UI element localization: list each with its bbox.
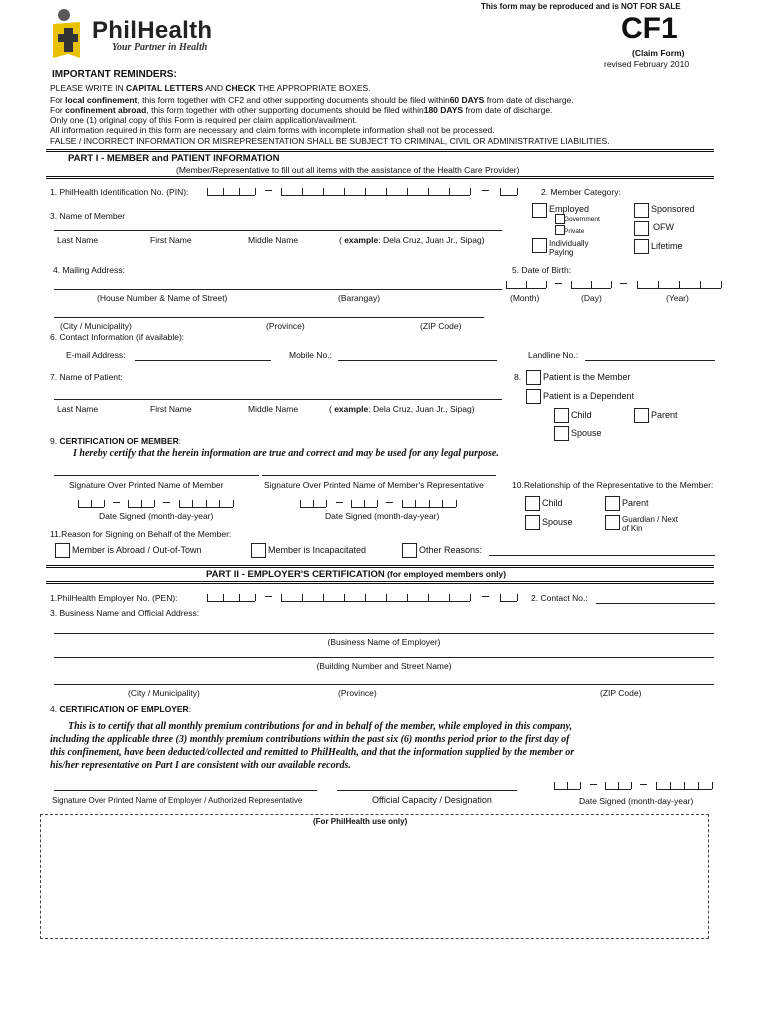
employer-date-dash-2 <box>640 784 647 785</box>
reminder-line-1: PLEASE WRITE IN CAPITAL LETTERS AND CHECK THE APPROPRIATE BOXES. <box>50 83 371 93</box>
barangay-caption: (Barangay) <box>338 293 381 303</box>
house-street-caption: (House Number & Name of Street) <box>97 293 228 303</box>
reason-other-label: Other Reasons: <box>419 545 483 555</box>
dependent-child-checkbox[interactable] <box>554 408 569 423</box>
part2-sub-rule <box>46 581 714 584</box>
mailing-street-field[interactable] <box>54 289 502 290</box>
sig-employer-field[interactable] <box>54 790 317 791</box>
part1-sub-rule <box>46 176 714 179</box>
individually-paying-label-2: Paying <box>549 248 574 257</box>
patient-is-member-checkbox[interactable] <box>526 370 541 385</box>
dependent-parent-label: Parent <box>651 410 678 420</box>
member-date-month[interactable] <box>78 496 104 508</box>
rel-parent-checkbox[interactable] <box>605 496 620 511</box>
ofw-label: OFW <box>653 222 674 232</box>
dob-dash-1 <box>555 283 562 284</box>
city-caption: (City / Municipality) <box>60 321 132 331</box>
landline-label: Landline No.: <box>528 350 579 360</box>
pin-field-part1[interactable] <box>207 184 255 196</box>
reminder-line-5: All information required in this form are necessary and claim forms with incomplete information shall not be processed. <box>50 125 495 135</box>
mobile-field[interactable] <box>338 360 497 361</box>
government-label: Government <box>564 216 600 223</box>
patient-first-name-caption: First Name <box>150 404 192 414</box>
dob-month-field[interactable] <box>506 277 546 289</box>
revised-date: revised February 2010 <box>604 59 690 69</box>
member-first-name-caption: First Name <box>150 235 192 245</box>
ofw-checkbox[interactable] <box>634 221 649 236</box>
employer-date-dash-1 <box>590 784 597 785</box>
rel-child-checkbox[interactable] <box>525 496 540 511</box>
dependent-spouse-label: Spouse <box>571 428 602 438</box>
individually-paying-label-1: Individually <box>549 239 589 248</box>
cert-employer-line-2: including the applicable three (3) monthly premium contributions within the past six (6) months period prior to the first day of <box>50 734 570 745</box>
patient-name-example: ( example: Dela Cruz, Juan Jr., Sipag) <box>329 404 475 414</box>
rel-spouse-label: Spouse <box>542 517 573 527</box>
sig-rep-field[interactable] <box>262 475 496 476</box>
employed-label: Employed <box>549 204 590 214</box>
relationship-label: 10.Relationship of the Representative to the Member: <box>512 480 714 490</box>
pin-field-part2[interactable] <box>281 184 470 196</box>
email-field[interactable] <box>135 360 271 361</box>
pin-dash-2 <box>482 190 489 191</box>
member-date-dash-2 <box>163 502 170 503</box>
reminder-line-2: For local confinement, this form together with CF2 and other supporting documents should be filed within60 DAYS from date of discharge. <box>50 95 574 105</box>
capacity-field[interactable] <box>337 790 517 791</box>
member-date-year[interactable] <box>179 496 233 508</box>
lifetime-label: Lifetime <box>651 241 683 251</box>
reason-label: 11.Reason for Signing on Behalf of the Member: <box>50 529 232 539</box>
part2-title: PART II - EMPLOYER'S CERTIFICATION (for employed members only) <box>206 569 507 580</box>
philhealth-use-box <box>40 814 709 939</box>
private-label: Private <box>564 228 585 235</box>
reason-other-checkbox[interactable] <box>402 543 417 558</box>
member-name-field[interactable] <box>54 230 502 231</box>
reason-other-field[interactable] <box>489 555 715 556</box>
cert-employer-line-4: his/her representative on Part I are consistent with our available records. <box>50 760 351 771</box>
dob-year-caption: (Year) <box>666 293 689 303</box>
reminder-line-6: FALSE / INCORRECT INFORMATION OR MISREPRESENTATION SHALL BE SUBJECT TO CRIMINAL, CIVIL OR ADMINISTRATIVE LIABILITIES. <box>50 136 610 146</box>
employer-city-field[interactable] <box>54 684 714 685</box>
sig-rep-caption: Signature Over Printed Name of Member's Representative <box>264 480 484 490</box>
part1-title: PART I - MEMBER and PATIENT INFORMATION <box>68 153 280 164</box>
dependent-parent-checkbox[interactable] <box>634 408 649 423</box>
employer-date-day[interactable] <box>605 778 631 790</box>
employer-date-caption: Date Signed (month-day-year) <box>579 796 694 806</box>
member-last-name-caption: Last Name <box>57 235 99 245</box>
member-date-day[interactable] <box>128 496 154 508</box>
pin-dash-1 <box>265 190 272 191</box>
part2-top-rule <box>46 565 714 568</box>
pin-field-part3[interactable] <box>500 184 517 196</box>
reminder-line-3: For confinement abroad, this form together with other supporting documents should be filed within180 DAYS from date of discharge. <box>50 105 553 115</box>
rel-child-label: Child <box>542 498 563 508</box>
item-8-label: 8. <box>514 372 522 382</box>
form-name: (Claim Form) <box>632 48 685 58</box>
part1-top-rule <box>46 149 714 152</box>
email-label: E-mail Address: <box>66 350 126 360</box>
philhealth-use-caption: (For PhilHealth use only) <box>313 817 408 826</box>
dob-day-field[interactable] <box>571 277 611 289</box>
rep-date-day[interactable] <box>351 496 377 508</box>
pen-dash-1 <box>265 596 272 597</box>
business-address-label: 3. Business Name and Official Address: <box>50 608 200 618</box>
patient-last-name-caption: Last Name <box>57 404 99 414</box>
pen-dash-2 <box>482 596 489 597</box>
logo-tagline: Your Partner in Health <box>112 42 208 53</box>
reason-abroad-label: Member is Abroad / Out-of-Town <box>72 545 202 555</box>
dob-dash-2 <box>620 283 627 284</box>
rel-spouse-checkbox[interactable] <box>525 515 540 530</box>
employer-contact-field[interactable] <box>596 603 715 604</box>
date-of-birth-label: 5. Date of Birth: <box>512 265 572 275</box>
rep-date-month[interactable] <box>300 496 326 508</box>
employer-date-month[interactable] <box>554 778 580 790</box>
landline-field[interactable] <box>585 360 715 361</box>
patient-is-dependent-label: Patient is a Dependent <box>543 391 635 401</box>
member-middle-name-caption: Middle Name <box>248 235 299 245</box>
business-name-field[interactable] <box>54 633 714 634</box>
patient-is-dependent-checkbox[interactable] <box>526 389 541 404</box>
building-street-caption: (Building Number and Street Name) <box>316 661 452 671</box>
sig-employer-caption: Signature Over Printed Name of Employer / Authorized Representative <box>52 796 303 805</box>
rep-date-year[interactable] <box>402 496 456 508</box>
member-date-caption: Date Signed (month-day-year) <box>99 511 214 521</box>
reason-abroad-checkbox[interactable] <box>55 543 70 558</box>
member-name-example: ( example: Dela Cruz, Juan Jr., Sipag) <box>339 235 485 245</box>
mailing-city-field[interactable] <box>54 317 484 318</box>
member-category-label: 2. Member Category: <box>541 187 621 197</box>
cert-employer-line-3: this confinement, have been deducted/collected and remitted to PhilHealth, and that the information supplied by the member or <box>50 747 575 758</box>
capacity-caption: Official Capacity / Designation <box>372 795 492 805</box>
rep-date-dash-1 <box>336 502 343 503</box>
contact-info-label: 6. Contact Information (if available): <box>50 332 185 342</box>
employer-province-caption: (Province) <box>338 688 377 698</box>
employed-checkbox[interactable] <box>532 203 547 218</box>
pen-field-part3[interactable] <box>500 590 517 602</box>
patient-middle-name-caption: Middle Name <box>248 404 299 414</box>
patient-name-field[interactable] <box>54 399 502 400</box>
cert-member-label: 9. CERTIFICATION OF MEMBER: <box>50 436 182 446</box>
cert-member-text: I hereby certify that the herein information are true and correct and may be used for any legal purpose. <box>73 448 499 459</box>
sig-member-caption: Signature Over Printed Name of Member <box>69 480 224 490</box>
reproduction-notice: This form may be reproduced and is NOT FOR SALE <box>481 2 681 11</box>
dob-year-field[interactable] <box>637 277 721 289</box>
rel-guardian-label-1: Guardian / Next <box>622 515 679 524</box>
lifetime-checkbox[interactable] <box>634 239 649 254</box>
reason-incapacitated-checkbox[interactable] <box>251 543 266 558</box>
name-of-patient-label: 7. Name of Patient: <box>50 372 123 382</box>
pen-field-part1[interactable] <box>207 590 255 602</box>
rep-date-caption: Date Signed (month-day-year) <box>325 511 440 521</box>
logo-brand-text: PhilHealth <box>92 17 213 44</box>
dependent-child-label: Child <box>571 410 592 420</box>
rel-parent-label: Parent <box>622 498 649 508</box>
dependent-spouse-checkbox[interactable] <box>554 426 569 441</box>
name-of-member-label: 3. Name of Member <box>50 211 126 221</box>
pin-label: 1. PhilHealth Identification No. (PIN): <box>50 187 189 197</box>
rel-guardian-label-2: of Kin <box>622 524 643 533</box>
employer-contact-label: 2. Contact No.: <box>531 593 588 603</box>
business-name-caption: (Business Name of Employer) <box>327 637 441 647</box>
logo-emblem-icon <box>50 8 88 60</box>
reminder-line-4: Only one (1) original copy of this Form is required per claim application/availment. <box>50 115 358 125</box>
cert-employer-label: 4. CERTIFICATION OF EMPLOYER: <box>50 704 192 714</box>
employer-city-caption: (City / Municipality) <box>128 688 200 698</box>
pen-field-part2[interactable] <box>281 590 470 602</box>
member-date-dash-1 <box>113 502 120 503</box>
reminders-title: IMPORTANT REMINDERS: <box>52 69 177 80</box>
dob-day-caption: (Day) <box>581 293 602 303</box>
mailing-address-label: 4. Mailing Address: <box>53 265 125 275</box>
employer-date-year[interactable] <box>656 778 712 790</box>
dob-month-caption: (Month) <box>510 293 540 303</box>
sig-member-field[interactable] <box>54 475 259 476</box>
pen-label: 1.PhilHealth Employer No. (PEN): <box>50 593 178 603</box>
employer-zip-caption: (ZIP Code) <box>600 688 642 698</box>
sponsored-label: Sponsored <box>651 204 695 214</box>
mobile-label: Mobile No.: <box>289 350 332 360</box>
rep-date-dash-2 <box>386 502 393 503</box>
rel-guardian-checkbox[interactable] <box>605 515 620 530</box>
building-street-field[interactable] <box>54 657 714 658</box>
cert-employer-line-1: This is to certify that all monthly premium contributions for and in behalf of the member, while employed in this company, <box>68 721 573 732</box>
reason-incapacitated-label: Member is Incapacitated <box>268 545 367 555</box>
form-code: CF1 <box>621 12 678 45</box>
individually-paying-checkbox[interactable] <box>532 238 547 253</box>
part1-subtitle: (Member/Representative to fill out all items with the assistance of the Health Care Provider) <box>176 165 520 175</box>
patient-is-member-label: Patient is the Member <box>543 372 631 382</box>
province-caption: (Province) <box>266 321 305 331</box>
sponsored-checkbox[interactable] <box>634 203 649 218</box>
zip-caption: (ZIP Code) <box>420 321 462 331</box>
